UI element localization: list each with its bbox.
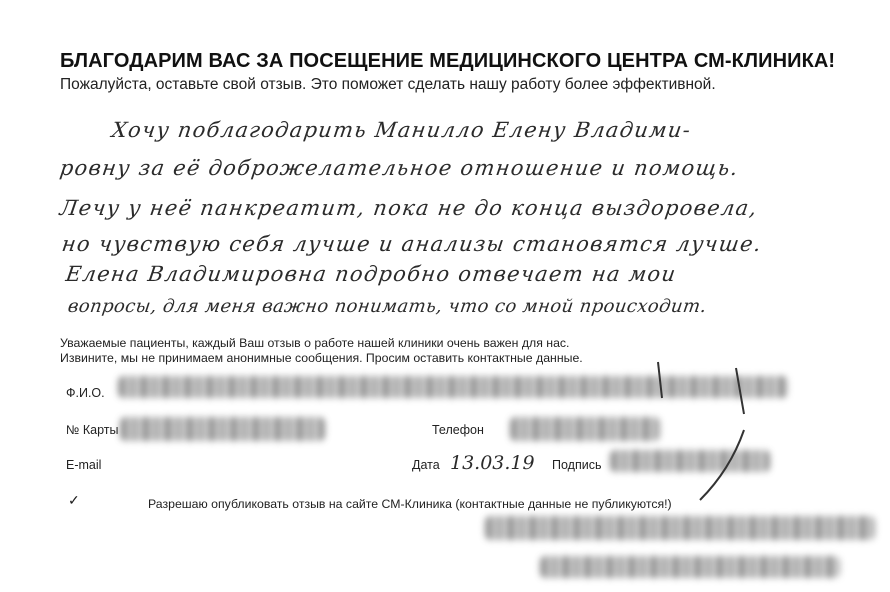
handwritten-signature-redacted (540, 556, 840, 578)
handwritten-name-redacted (485, 516, 875, 540)
review-line: Елена Владимировна подробно отвечает на мои (64, 262, 679, 286)
review-line: Хочу поблагодарить Манилло Елену Владими- (110, 118, 693, 142)
date-value: 13.03.19 (450, 452, 535, 474)
notice-line-2: Извините, мы не принимаем анонимные сообщения. Просим оставить контактные данные. (60, 351, 583, 365)
date-label: Дата (412, 458, 440, 472)
review-line: но чувствую себя лучше и анализы становятся лучше. (60, 232, 764, 256)
phone-redacted (510, 417, 660, 441)
email-label: E-mail (66, 458, 102, 472)
review-line: Лечу у неё панкреатит, пока не до конца выздоровела, (58, 196, 760, 220)
consent-text: Разрешаю опубликовать отзыв на сайте СМ-Клиника (контактные данные не публикуются!) (148, 497, 672, 511)
fio-label: Ф.И.О. (66, 386, 105, 400)
pen-strokes (640, 350, 780, 510)
phone-label: Телефон (432, 423, 484, 437)
form-subtitle: Пожалуйста, оставьте свой отзыв. Это поможет сделать нашу работу более эффективной. (60, 76, 716, 93)
consent-checkmark-icon: ✓ (68, 492, 80, 508)
signature-label: Подпись (552, 458, 602, 472)
notice-line-1: Уважаемые пациенты, каждый Ваш отзыв о работе нашей клиники очень важен для нас. (60, 336, 570, 350)
card-label: № Карты (66, 423, 119, 437)
review-line: вопросы, для меня важно понимать, что со мной происходит. (66, 296, 709, 317)
review-line: ровну за её доброжелательное отношение и помощь. (58, 156, 741, 180)
form-title: БЛАГОДАРИМ ВАС ЗА ПОСЕЩЕНИЕ МЕДИЦИНСКОГО ЦЕНТРА СМ-КЛИНИКА! (60, 50, 836, 72)
card-number-redacted (120, 417, 325, 441)
